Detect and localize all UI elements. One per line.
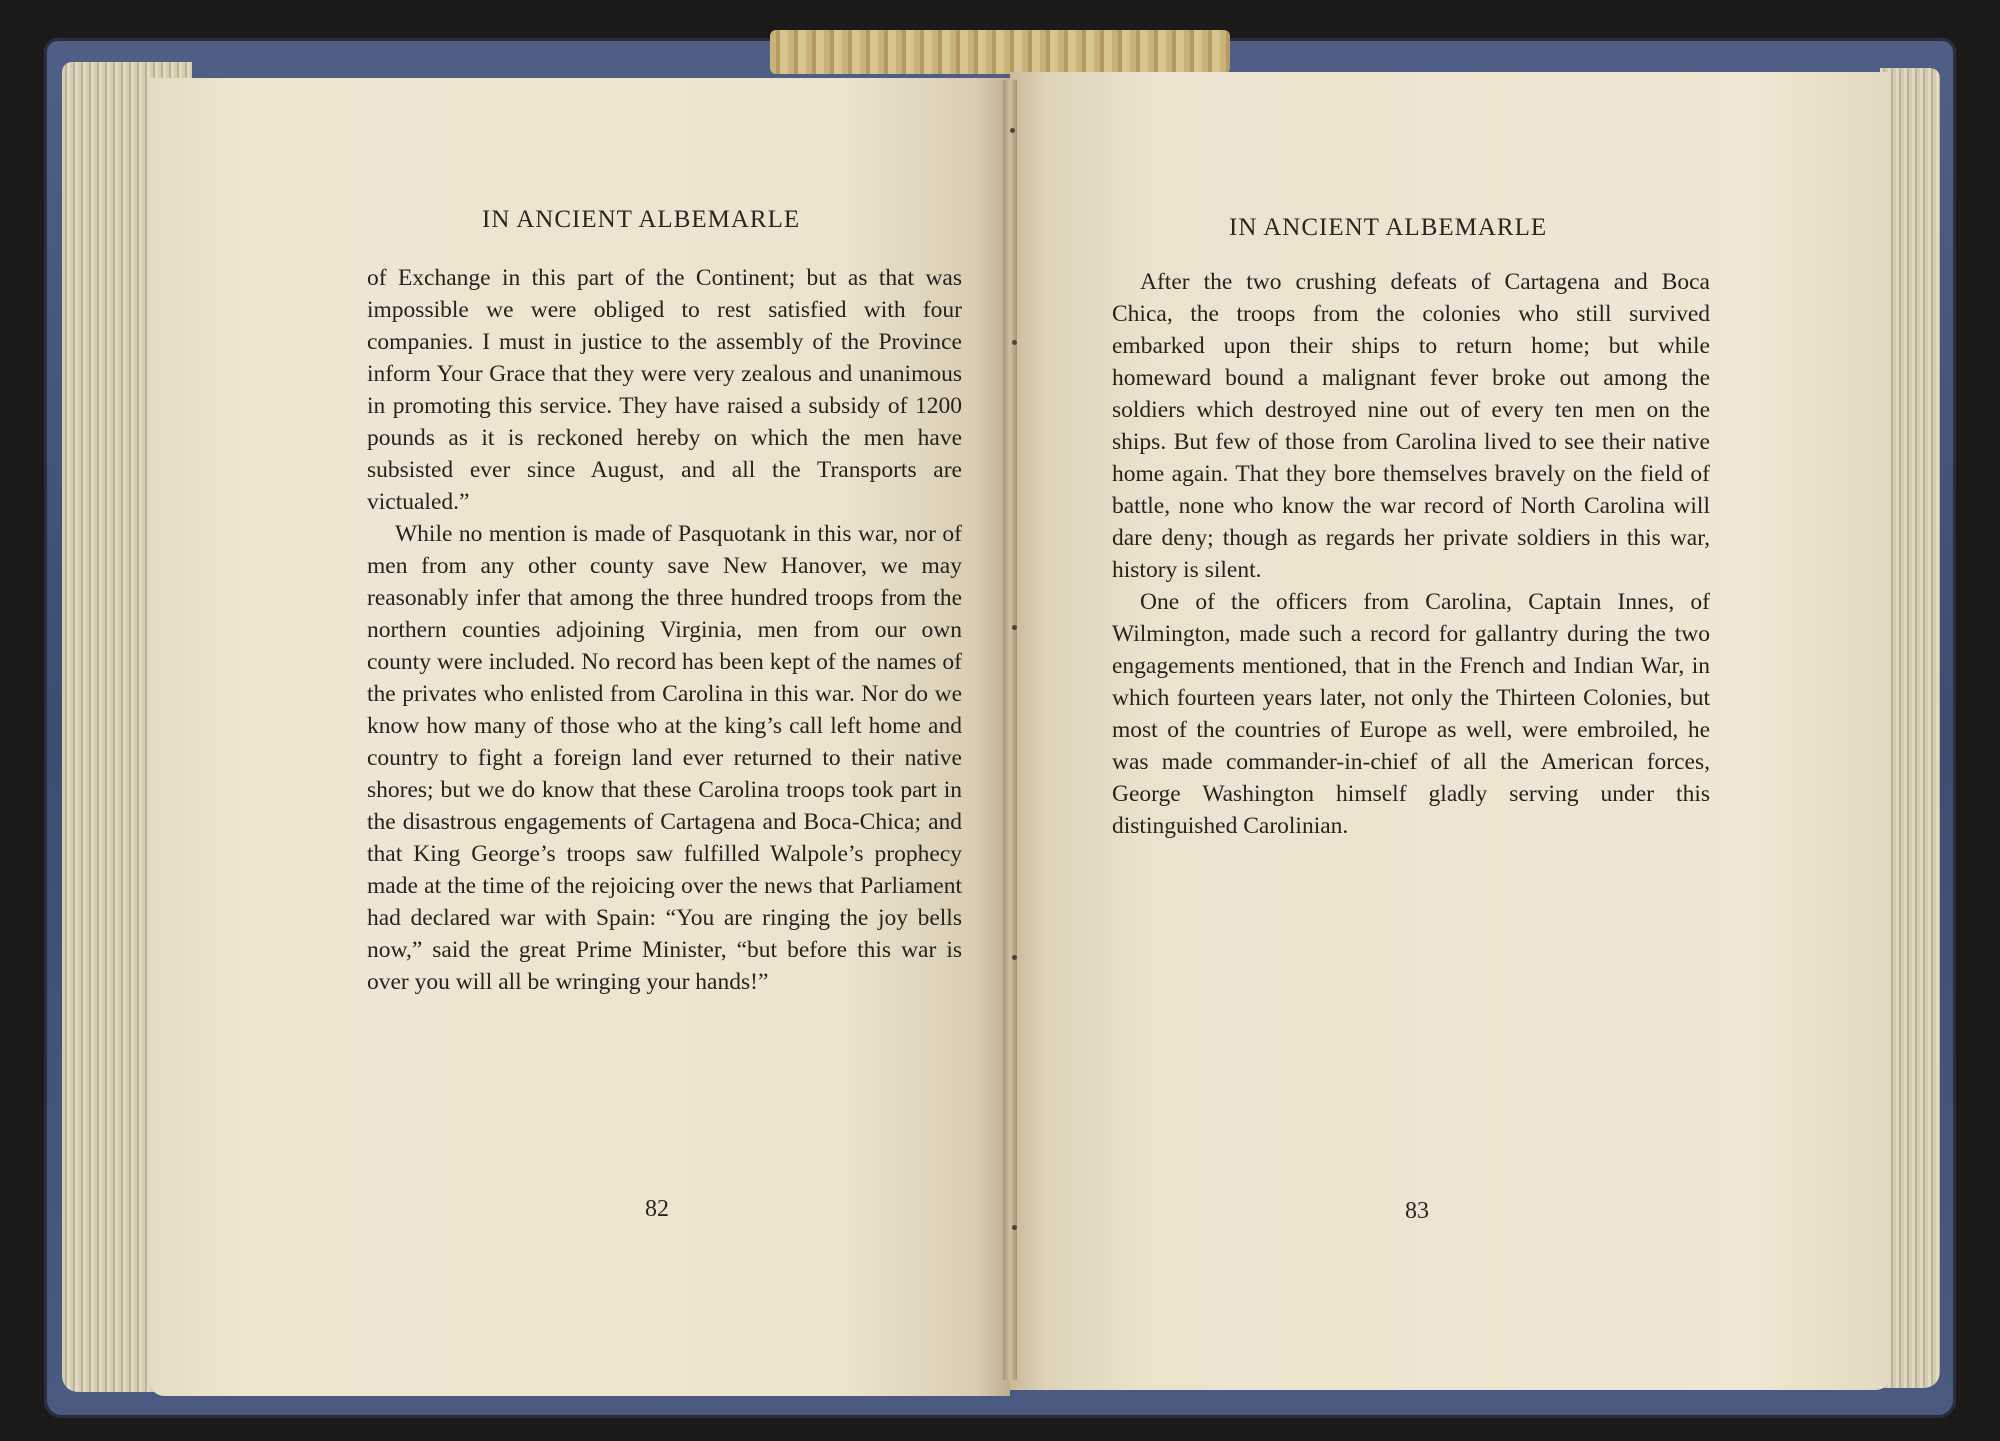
left-paragraph-1: of Exchange in this part of the Continent; but as that was impossible we were obliged to rest satisfied with four companies. I must in justice to the assembly of the Province inform Your Grace that they were very zealous and unanimous in promoting this service. They have raised a subsidy of 1200 pounds as it is reckoned hereby on which the men have subsisted ever since August, and all the Transports are victualed.” — [367, 265, 962, 515]
binding-mark — [1010, 128, 1015, 133]
left-running-head: IN ANCIENT ALBEMARLE — [482, 206, 801, 233]
left-paragraph-2: While no mention is made of Pasquotank in this war, nor of men from any other county save New Hanover, we may reasonably infer that among the three hundred troops from the northern counties adjoining Virginia, men from our own county were included. No record has been kept of the names of the privates who enlisted from Carolina in this war. Nor do we know how many of those who at the king’s call left home and country to fight a foreign land ever returned to their native shores; but we do know that these Carolina troops took part in the disastrous engagements of Cartagena and Boca-Chica; and that King George’s troops saw fulfilled Walpole’s prophecy made at the time of the rejoicing over the news that Parliament had declared war with Spain: “You are ringing the joy bells now,” said the great Prime Minister, “but before this war is over you will all be wringing your hands!” — [367, 521, 962, 995]
right-paragraph-1: After the two crushing defeats of Cartagena and Boca Chica, the troops from the colonies who still survived embarked upon their ships to return home; but while homeward bound a malignant fever broke out among the soldiers which destroyed nine out of every ten men on the ships. But few of those from Carolina lived to see their native home again. That they bore themselves bravely on the field of battle, none who know the war record of North Carolina will dare deny; though as regards her private soldiers in this war, history is silent. — [1112, 269, 1710, 583]
right-page-number: 83 — [1405, 1198, 1429, 1224]
binding-mark — [1012, 340, 1017, 345]
binding-mark — [1012, 1225, 1017, 1230]
binding-mark — [1012, 625, 1017, 630]
book-gutter — [1003, 80, 1017, 1380]
left-body-text — [367, 262, 962, 998]
left-page-number: 82 — [645, 1196, 669, 1222]
book-headband — [770, 30, 1230, 74]
binding-mark — [1012, 955, 1017, 960]
right-paragraph-2: One of the officers from Carolina, Captain Innes, of Wilmington, made such a record for gallantry during the two engagements mentioned, that in the French and Indian War, in which fourteen years later, not only the Thirteen Colonies, but most of the countries of Europe as well, were embroiled, he was made commander-in-chief of all the American forces, George Washington himself gladly serving under this distinguished Carolinian. — [1112, 589, 1710, 839]
right-running-head: IN ANCIENT ALBEMARLE — [1229, 214, 1548, 241]
right-body-text — [1112, 266, 1710, 842]
